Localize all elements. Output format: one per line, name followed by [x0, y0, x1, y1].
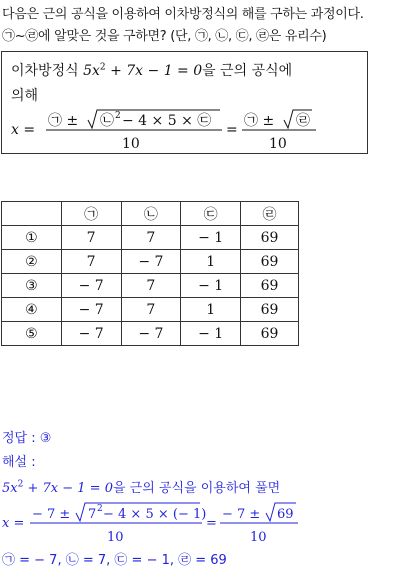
choice-number: ③ — [2, 274, 62, 298]
table-cell: 69 — [241, 298, 299, 322]
formula-num1-prefix: ㉠ ± — [48, 113, 79, 129]
formula-den2: 10 — [250, 530, 267, 545]
formula-den2: 10 — [269, 136, 287, 152]
choice-number: ① — [2, 226, 62, 250]
table-cell: 69 — [241, 322, 299, 346]
table-cell: 7 — [121, 226, 181, 250]
table-cell: − 7 — [121, 322, 181, 346]
formula-num2-prefix: ㉠ ± — [244, 113, 275, 129]
explanation-equation: $5x^2 + 7x - 1 = 0$ — [2, 479, 113, 496]
table-row[interactable] — [2, 298, 299, 322]
question-line-2: ㉠~㉣에 알맞은 것을 구하면? (단, ㉠, ㉡, ㉢, ㉣은 유리수) — [2, 29, 327, 44]
table-cell: − 1 — [181, 226, 241, 250]
explanation-suffix: 을 근의 공식을 이용하여 풀면 — [112, 481, 281, 496]
formula-num1-rad: 7 — [88, 507, 97, 522]
table-cell: 69 — [241, 250, 299, 274]
formula-num2-rad: ㉣ — [296, 113, 310, 129]
formula-eq: = — [206, 516, 217, 531]
table-header-cell: ㉣ — [241, 202, 299, 226]
final-answer: ㉠ = − 7, ㉡ = 7, ㉢ = − 1, ㉣ = 69 — [2, 553, 227, 568]
table-cell: 7 — [121, 274, 181, 298]
explanation-formula — [2, 501, 398, 547]
table-row[interactable] — [2, 250, 299, 274]
choice-number: ④ — [2, 298, 62, 322]
answer-label: 정답 : ③ — [2, 431, 52, 446]
choice-number: ⑤ — [2, 322, 62, 346]
formula-den1: 10 — [122, 136, 140, 152]
table-header-cell: ㉡ — [121, 202, 181, 226]
formula-eq: = — [226, 122, 238, 138]
formula-num1-rest: − 4 × 5 × ㉢ — [122, 113, 212, 129]
explanation-line-1 — [2, 477, 280, 496]
table-cell: − 1 — [181, 274, 241, 298]
table-header-row — [2, 202, 299, 226]
formula-num1-rest: − 4 × 5 × (− 1) — [103, 507, 207, 522]
formula-num1-rad: ㉡ — [100, 113, 114, 129]
table-cell: 69 — [241, 226, 299, 250]
table-row[interactable] — [2, 274, 299, 298]
table-cell: 7 — [121, 298, 181, 322]
given-box — [1, 51, 368, 154]
question — [2, 4, 398, 48]
table-row[interactable] — [2, 226, 299, 250]
table-cell: 1 — [181, 298, 241, 322]
given-suffix: 을 근의 공식에 — [202, 63, 293, 79]
formula-den1: 10 — [107, 530, 124, 545]
table-cell: − 7 — [61, 274, 121, 298]
table-cell: 69 — [241, 274, 299, 298]
formula-lhs: x = — [2, 516, 25, 531]
table-header-cell: ㉢ — [181, 202, 241, 226]
choices-table — [1, 201, 299, 346]
table-cell: − 7 — [121, 250, 181, 274]
table-cell: − 7 — [61, 322, 121, 346]
formula-num1-exp: 2 — [115, 111, 121, 121]
given-equation: $5x^2 + 7x - 1 = 0$ — [83, 62, 203, 79]
table-cell: − 7 — [61, 298, 121, 322]
table-cell: 7 — [61, 226, 121, 250]
table-cell: 1 — [181, 250, 241, 274]
table-row[interactable] — [2, 322, 299, 346]
formula-num1-exp: 2 — [97, 504, 103, 514]
formula-lhs: x = — [11, 122, 36, 138]
given-line-1 — [11, 60, 292, 80]
table-header-cell: ㉠ — [61, 202, 121, 226]
formula-num2-prefix: − 7 ± — [222, 507, 261, 522]
given-line-2: 의해 — [11, 88, 39, 104]
formula-num2-rad: 69 — [277, 507, 294, 522]
table-cell: 7 — [61, 250, 121, 274]
given-prefix: 이차방정식 — [11, 63, 84, 79]
table-cell: − 1 — [181, 322, 241, 346]
choice-number: ② — [2, 250, 62, 274]
given-formula — [2, 108, 368, 154]
table-header-cell — [2, 202, 62, 226]
formula-num1-prefix: − 7 ± — [32, 507, 71, 522]
explanation-label: 해설 : — [2, 455, 36, 470]
question-line-1: 다음은 근의 공식을 이용하여 이차방정식의 해를 구하는 과정이다. — [2, 7, 364, 22]
